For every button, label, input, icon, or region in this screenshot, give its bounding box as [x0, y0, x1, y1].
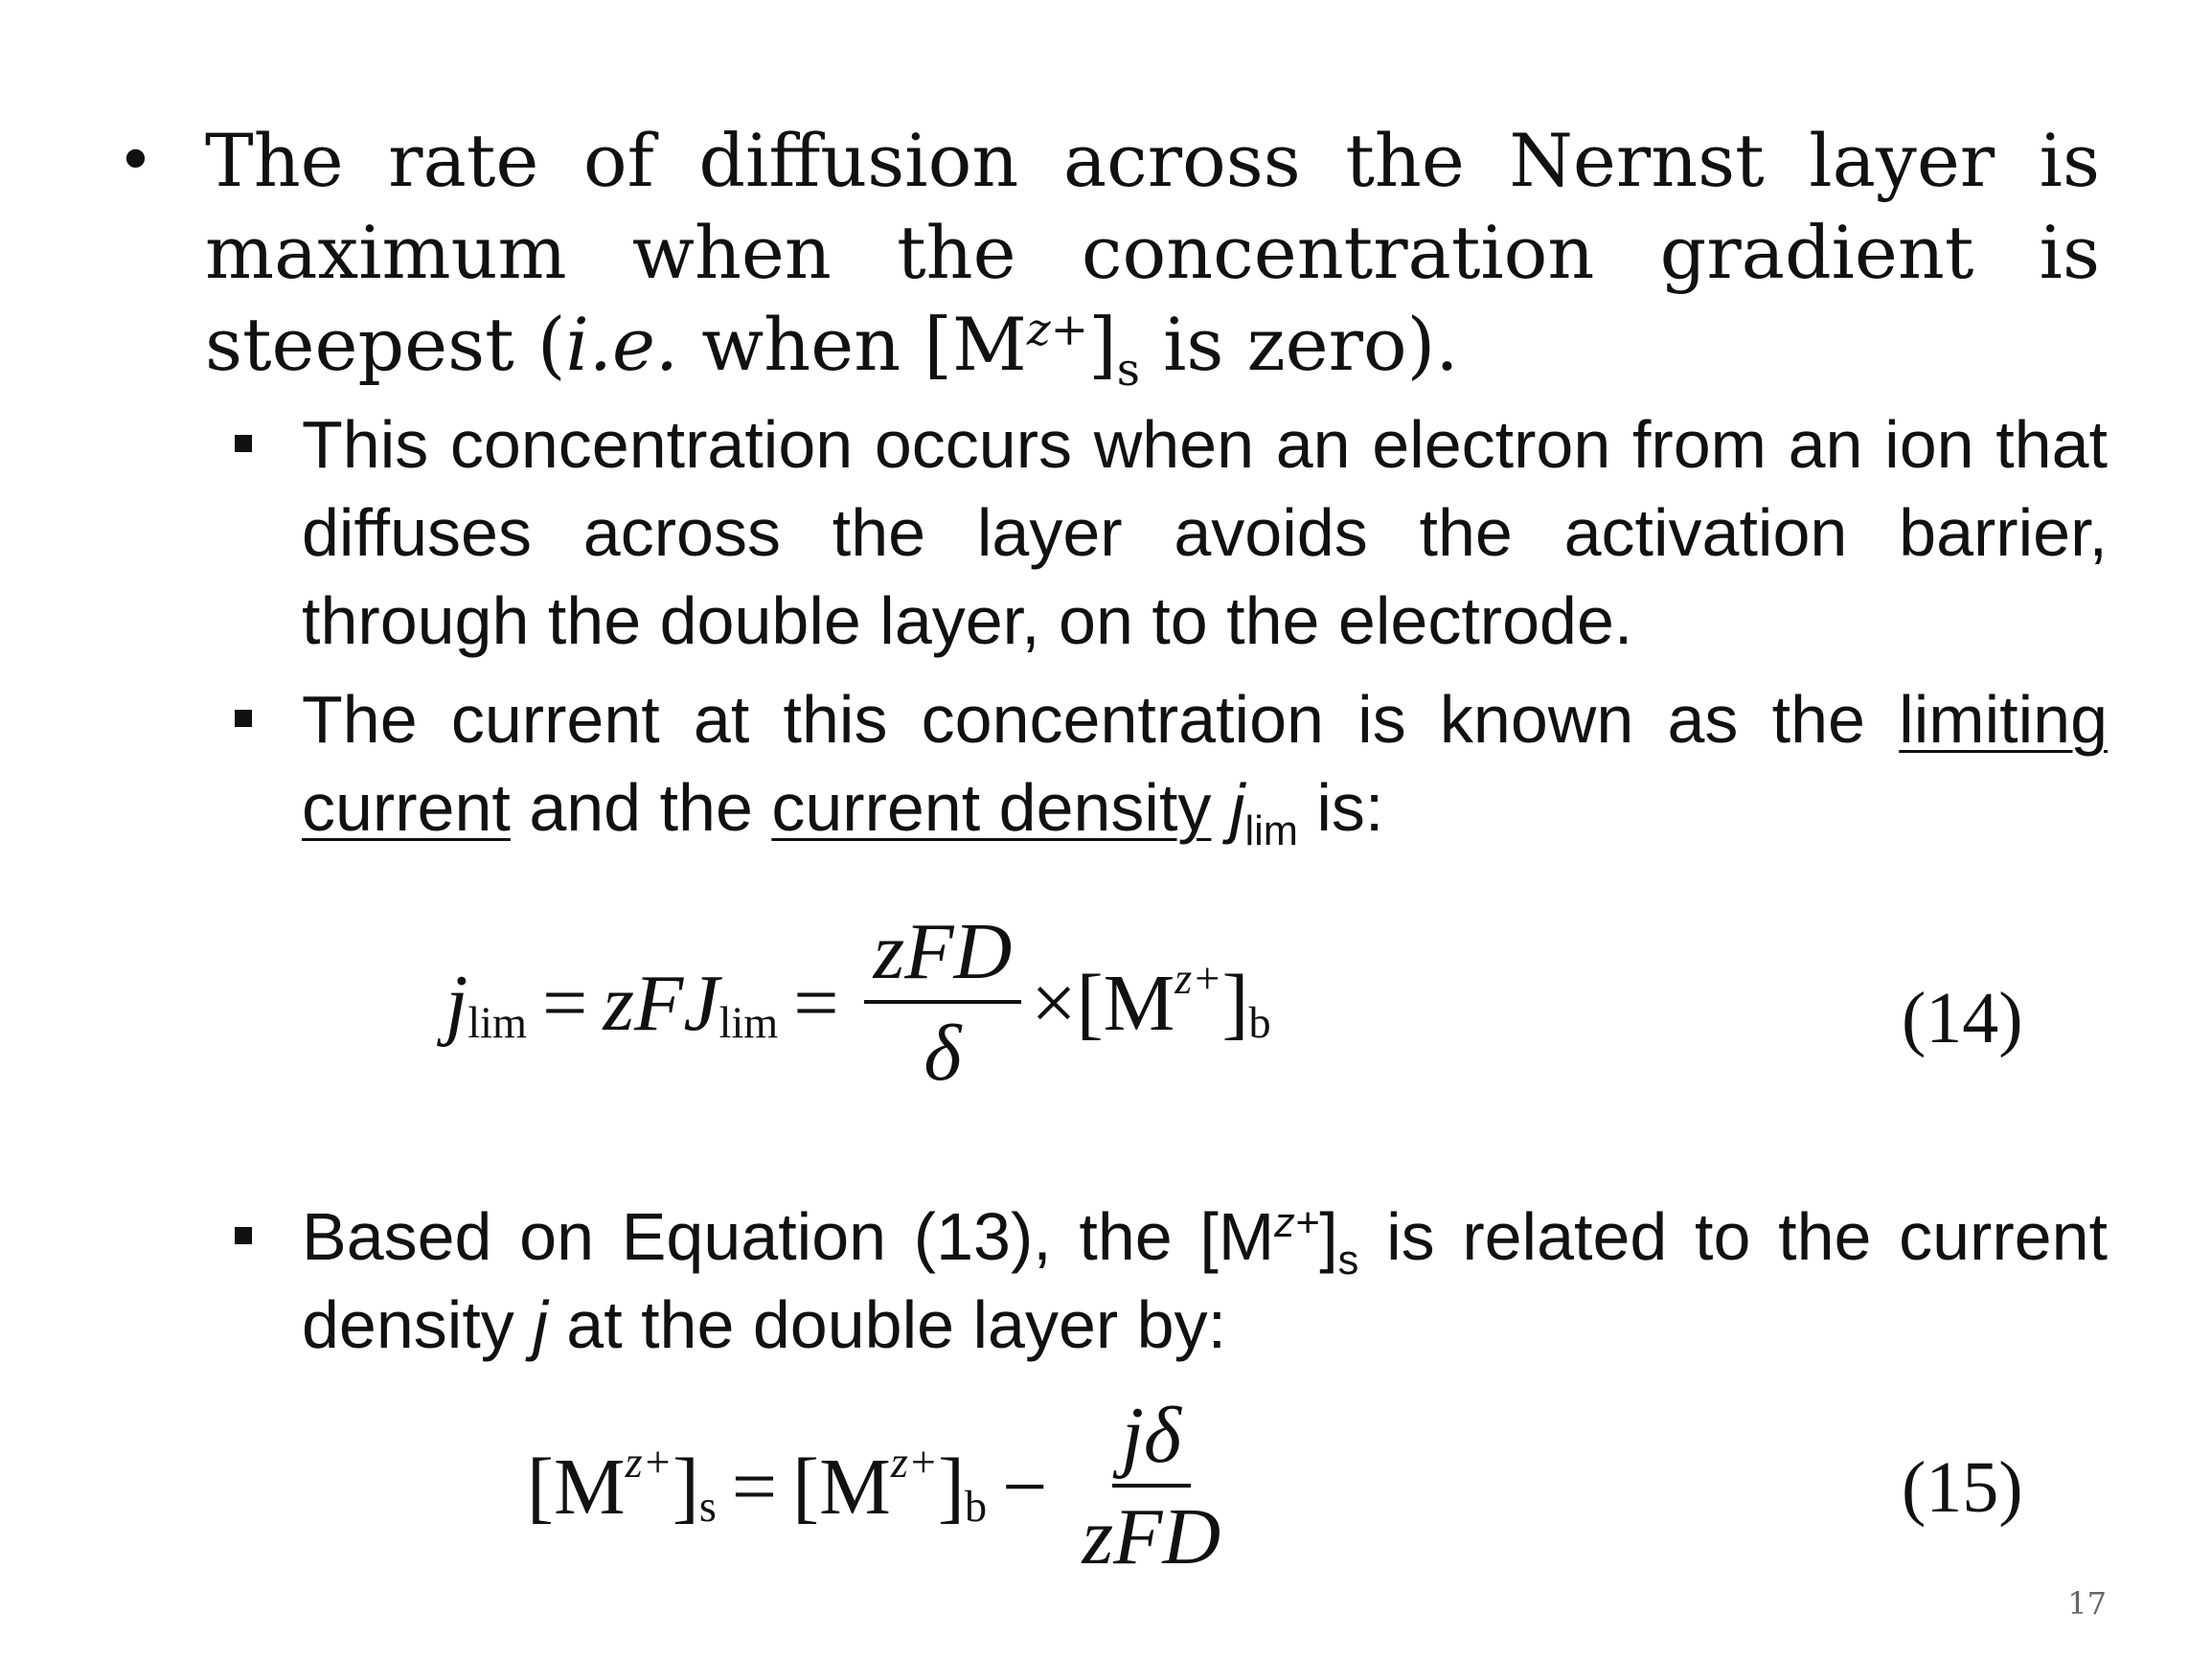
- eq15-denominator: zFD: [1082, 1492, 1221, 1582]
- bullet-1-text: [205, 115, 2100, 398]
- eq14-equals-2: =: [793, 958, 839, 1048]
- bullet-4-part-a: Based on Equation (13), the [M: [302, 1199, 1275, 1274]
- bullet-3: [235, 675, 2108, 855]
- eq14-fraction: [864, 907, 1022, 1099]
- bullet-3-j: j: [1229, 770, 1245, 845]
- bullet-3-space: [1211, 770, 1229, 845]
- bullet-3-lim: lim: [1244, 808, 1298, 855]
- bullet-4: [235, 1193, 2108, 1369]
- bullet-3-part-b: and the: [510, 770, 772, 845]
- bullet-3-part-d: is:: [1297, 770, 1384, 845]
- eq14-lim: lim: [467, 998, 527, 1048]
- bullet-4-j: j: [533, 1287, 548, 1362]
- square-bullet-icon: [235, 1227, 252, 1244]
- bullet-4-sup: z+: [1274, 1200, 1320, 1247]
- eq14-close: ]: [1221, 958, 1249, 1048]
- bullet-1-part-d: is zero).: [1139, 302, 1459, 387]
- bullet-4-part-d: at the double layer by:: [547, 1287, 1227, 1362]
- bullet-3-part-a: The current at this concentration is known as the: [302, 682, 1900, 757]
- equation-15: [527, 1391, 1240, 1582]
- eq15-minus: −: [1002, 1442, 1048, 1532]
- bullet-1-sup: z+: [1026, 304, 1089, 357]
- bullet-4-part-c: is related to the current density: [302, 1199, 2108, 1362]
- equation-14: [445, 907, 1271, 1099]
- equation-14-number: (14): [1902, 978, 2023, 1058]
- bullet-4-part-b: ]: [1319, 1199, 1338, 1274]
- eq14-numerator: zFD: [864, 910, 1022, 1004]
- bullet-4-sub: s: [1337, 1238, 1359, 1284]
- bullet-1-ie: i.e.: [565, 302, 679, 387]
- equation-15-number: (15): [1902, 1447, 2023, 1528]
- bullet-1-part-c: ]: [1088, 302, 1117, 387]
- eq14-sup: z+: [1174, 954, 1222, 1004]
- eq15-sup1: z+: [625, 1438, 673, 1488]
- bullet-1: [117, 115, 2100, 398]
- eq15-rhs-close: ]: [938, 1442, 965, 1532]
- page-number: 17: [2067, 1585, 2107, 1622]
- square-bullet-icon: [235, 710, 252, 727]
- eq15-sub2: b: [964, 1482, 988, 1532]
- bullet-1-sub: s: [1116, 344, 1140, 398]
- eq14-denominator: δ: [924, 1009, 962, 1099]
- eq15-numerator: jδ: [1112, 1394, 1191, 1488]
- bullet-4-text: [302, 1193, 2108, 1369]
- bullet-dot: •: [117, 124, 154, 197]
- eq14-times-m: ×[M: [1031, 958, 1175, 1048]
- eq14-j: j: [445, 958, 468, 1048]
- eq14-sub: b: [1248, 998, 1271, 1048]
- bullet-1-part-b: when [M: [678, 302, 1027, 387]
- bullet-3-text: [302, 675, 2108, 855]
- eq14-equals: =: [541, 958, 588, 1048]
- current-density-term: current density: [771, 770, 1212, 845]
- eq15-lhs-open: [M: [527, 1442, 626, 1532]
- eq14-lim2: lim: [718, 998, 779, 1048]
- eq14-zfj: zFJ: [603, 958, 719, 1048]
- eq15-sub1: s: [698, 1482, 717, 1532]
- square-bullet-icon: [235, 435, 252, 452]
- eq15-rhs-open: [M: [792, 1442, 891, 1532]
- limiting-current-term: limiting current: [302, 682, 2108, 845]
- bullet-2-text: This concentration occurs when an electron from an ion that diffuses across the layer avoids the activation barrier, through the double layer, on to the electrode.: [302, 407, 2108, 658]
- eq15-sup2: z+: [890, 1438, 938, 1488]
- eq15-lhs-close: ]: [672, 1442, 699, 1532]
- bullet-1-part-a: The rate of diffusion across the Nernst layer is maximum when the concentration gradient is steepest (: [205, 118, 2100, 387]
- eq15-fraction: [1072, 1391, 1230, 1582]
- bullet-2: [235, 400, 2108, 665]
- eq15-equals: =: [731, 1442, 778, 1532]
